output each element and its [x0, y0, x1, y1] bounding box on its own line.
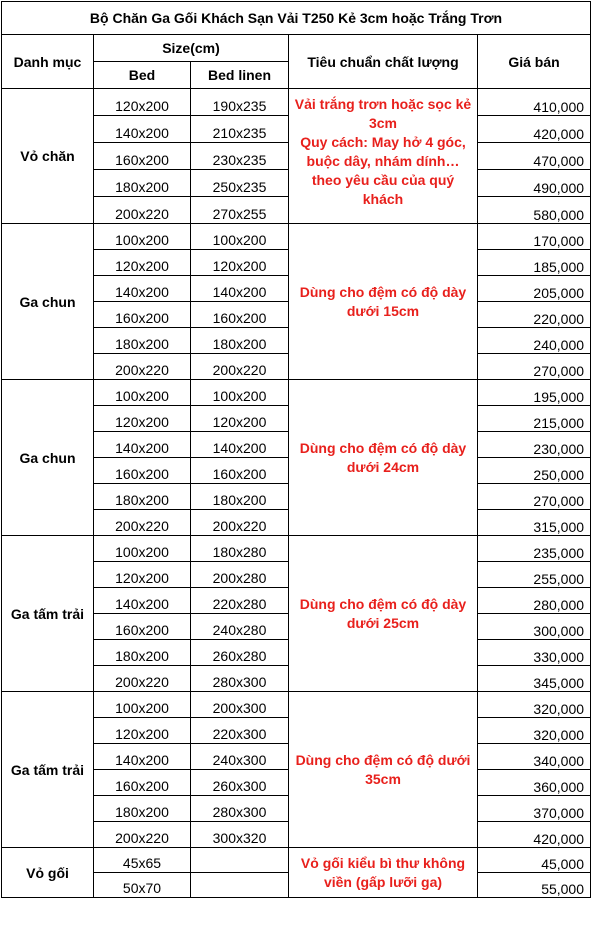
quality-note-cell: Dùng cho đệm có độ dày dưới 24cm: [289, 380, 478, 536]
price-cell: 420,000: [478, 116, 591, 143]
bed-linen-size-cell: 100x200: [191, 224, 289, 250]
bed-linen-size-cell: 220x280: [191, 588, 289, 614]
header-price: Giá bán: [478, 35, 591, 89]
bed-linen-size-cell: 180x200: [191, 328, 289, 354]
price-cell: 270,000: [478, 484, 591, 510]
bed-linen-size-cell: 280x300: [191, 796, 289, 822]
bed-size-cell: 100x200: [94, 380, 191, 406]
quality-note-cell: Vải trắng trơn hoặc sọc kẻ 3cm Quy cách: May hở 4 góc, buộc dây, nhám dính… theo yêu cầu của quý khách: [289, 89, 478, 224]
price-cell: 320,000: [478, 718, 591, 744]
bed-size-cell: 180x200: [94, 170, 191, 197]
price-cell: 470,000: [478, 143, 591, 170]
bed-size-cell: 180x200: [94, 484, 191, 510]
bed-linen-size-cell: 250x235: [191, 170, 289, 197]
bed-size-cell: 100x200: [94, 536, 191, 562]
bed-size-cell: 180x200: [94, 640, 191, 666]
price-cell: 410,000: [478, 89, 591, 116]
bed-linen-size-cell: 180x200: [191, 484, 289, 510]
table-title: Bộ Chăn Ga Gối Khách Sạn Vải T250 Kẻ 3cm hoặc Trắng Trơn: [2, 2, 591, 35]
header-bed: Bed: [94, 62, 191, 89]
table-row: [2, 224, 591, 250]
price-cell: 240,000: [478, 328, 591, 354]
bed-linen-size-cell: 260x280: [191, 640, 289, 666]
bed-linen-size-cell: 160x200: [191, 302, 289, 328]
bed-size-cell: 120x200: [94, 250, 191, 276]
bed-size-cell: 140x200: [94, 276, 191, 302]
quality-note-cell: Dùng cho đệm có độ dưới 35cm: [289, 692, 478, 848]
bed-linen-size-cell: 160x200: [191, 458, 289, 484]
price-cell: 490,000: [478, 170, 591, 197]
quality-note-cell: Vỏ gối kiểu bì thư không viền (gấp lưỡi ga): [289, 848, 478, 898]
price-cell: 345,000: [478, 666, 591, 692]
bed-linen-size-cell: 260x300: [191, 770, 289, 796]
price-cell: 280,000: [478, 588, 591, 614]
bed-linen-size-cell: 120x200: [191, 250, 289, 276]
bed-size-cell: 200x220: [94, 822, 191, 848]
bed-linen-size-cell: 240x300: [191, 744, 289, 770]
bed-linen-size-cell: 270x255: [191, 197, 289, 224]
category-cell: Ga tấm trải: [2, 692, 94, 848]
bed-linen-size-cell: 210x235: [191, 116, 289, 143]
bed-size-cell: 160x200: [94, 770, 191, 796]
quality-note-cell: Dùng cho đệm có độ dày dưới 25cm: [289, 536, 478, 692]
bed-linen-size-cell: 120x200: [191, 406, 289, 432]
price-cell: 220,000: [478, 302, 591, 328]
bed-size-cell: 160x200: [94, 302, 191, 328]
price-cell: 360,000: [478, 770, 591, 796]
category-cell: Vỏ gối: [2, 848, 94, 898]
price-cell: 235,000: [478, 536, 591, 562]
table-row: [2, 380, 591, 406]
bed-size-cell: 160x200: [94, 614, 191, 640]
bed-linen-size-cell: 300x320: [191, 822, 289, 848]
bed-linen-size-cell: 220x300: [191, 718, 289, 744]
bed-linen-size-cell: [191, 848, 289, 873]
bed-linen-size-cell: [191, 873, 289, 898]
header-row-1: [2, 35, 591, 62]
price-cell: 185,000: [478, 250, 591, 276]
quality-note-cell: Dùng cho đệm có độ dày dưới 15cm: [289, 224, 478, 380]
header-quality: Tiêu chuẩn chất lượng: [289, 35, 478, 89]
bed-size-cell: 140x200: [94, 744, 191, 770]
bed-linen-size-cell: 200x220: [191, 354, 289, 380]
bed-size-cell: 160x200: [94, 458, 191, 484]
bed-size-cell: 180x200: [94, 796, 191, 822]
bed-linen-size-cell: 140x200: [191, 432, 289, 458]
price-cell: 250,000: [478, 458, 591, 484]
bed-linen-size-cell: 230x235: [191, 143, 289, 170]
bed-linen-size-cell: 100x200: [191, 380, 289, 406]
price-cell: 45,000: [478, 848, 591, 873]
header-bed-linen: Bed linen: [191, 62, 289, 89]
bed-linen-size-cell: 200x220: [191, 510, 289, 536]
category-cell: Ga chun: [2, 224, 94, 380]
bed-size-cell: 200x220: [94, 666, 191, 692]
bed-size-cell: 120x200: [94, 562, 191, 588]
price-cell: 230,000: [478, 432, 591, 458]
price-cell: 255,000: [478, 562, 591, 588]
bed-size-cell: 180x200: [94, 328, 191, 354]
bed-size-cell: 100x200: [94, 692, 191, 718]
price-cell: 420,000: [478, 822, 591, 848]
bed-size-cell: 50x70: [94, 873, 191, 898]
bed-linen-size-cell: 190x235: [191, 89, 289, 116]
bed-size-cell: 140x200: [94, 588, 191, 614]
price-cell: 320,000: [478, 692, 591, 718]
bed-size-cell: 120x200: [94, 406, 191, 432]
price-cell: 215,000: [478, 406, 591, 432]
price-cell: 340,000: [478, 744, 591, 770]
bed-size-cell: 45x65: [94, 848, 191, 873]
bed-linen-size-cell: 200x300: [191, 692, 289, 718]
category-cell: Vỏ chăn: [2, 89, 94, 224]
bed-size-cell: 120x200: [94, 89, 191, 116]
category-cell: Ga chun: [2, 380, 94, 536]
price-table-body: [2, 2, 591, 898]
bed-linen-size-cell: 280x300: [191, 666, 289, 692]
bed-size-cell: 140x200: [94, 116, 191, 143]
category-cell: Ga tấm trải: [2, 536, 94, 692]
price-cell: 315,000: [478, 510, 591, 536]
bed-linen-size-cell: 180x280: [191, 536, 289, 562]
table-row: [2, 848, 591, 873]
price-cell: 370,000: [478, 796, 591, 822]
bed-size-cell: 200x220: [94, 354, 191, 380]
bed-size-cell: 140x200: [94, 432, 191, 458]
table-row: [2, 89, 591, 116]
bed-size-cell: 120x200: [94, 718, 191, 744]
bed-linen-size-cell: 200x280: [191, 562, 289, 588]
bed-linen-size-cell: 240x280: [191, 614, 289, 640]
price-cell: 55,000: [478, 873, 591, 898]
bed-size-cell: 200x220: [94, 197, 191, 224]
price-table: [1, 1, 591, 898]
bed-linen-size-cell: 140x200: [191, 276, 289, 302]
header-size: Size(cm): [94, 35, 289, 62]
table-row: [2, 536, 591, 562]
price-cell: 270,000: [478, 354, 591, 380]
header-category: Danh mục: [2, 35, 94, 89]
price-cell: 330,000: [478, 640, 591, 666]
bed-size-cell: 100x200: [94, 224, 191, 250]
table-row: [2, 692, 591, 718]
price-cell: 170,000: [478, 224, 591, 250]
bed-size-cell: 200x220: [94, 510, 191, 536]
bed-size-cell: 160x200: [94, 143, 191, 170]
price-cell: 195,000: [478, 380, 591, 406]
price-cell: 300,000: [478, 614, 591, 640]
price-cell: 580,000: [478, 197, 591, 224]
title-row: [2, 2, 591, 35]
price-cell: 205,000: [478, 276, 591, 302]
